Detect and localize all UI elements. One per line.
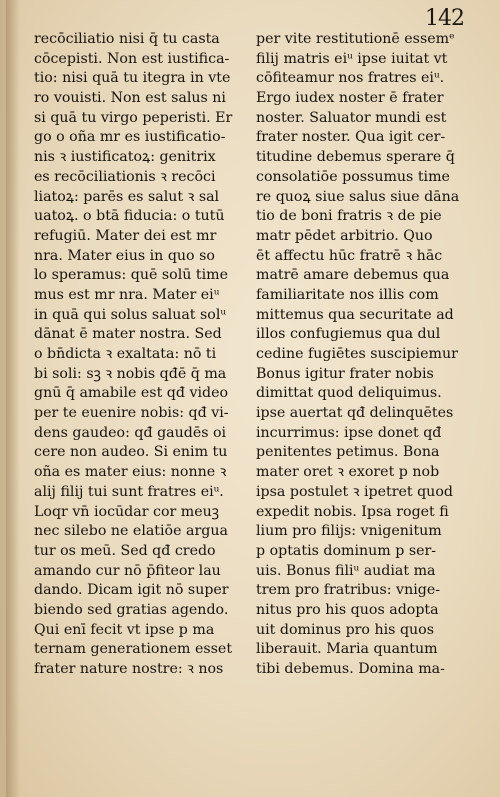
text-line: per te euenire nobis: qđ vi- [34,405,229,422]
text-line: recōciliatio nisi q̄ tu casta [34,31,220,47]
text-line: es recōciliationis ꝛ recōci [34,168,216,185]
text-line: gnū q̄ amabile est qđ video [34,385,229,402]
text-line: cedine fugiētes suscipiemur [256,346,458,362]
text-line: bi soli: sꝫ ꝛ nobis qđē q̄ ma [34,365,227,382]
text-line: cōfiteamur nos fratres eiᵘ. [256,70,445,87]
text-line: trem pro fratribus: vnige- [256,582,441,599]
text-line: titudine debemus sperare q̄ [256,149,455,166]
text-line: per vite restitutionē essemᵉ [256,31,455,47]
text-line: biendo sed gratias agendo. [34,601,229,618]
text-line: frater nature nostre: ꝛ nos [34,661,224,677]
text-line: lium pro filijs: vnigenitum [256,523,442,540]
text-line: re quoꝝ siue salus siue dāna [256,188,460,205]
text-line: tio de boni fratris ꝛ de pie [256,208,442,225]
text-line: Loqr vn̄ iocūdar cor meuꝫ [34,503,220,520]
text-line: amando cur nō p̄fiteor lau [34,562,221,579]
text-line: dens gaudeo: qđ gaudēs oi [34,424,227,441]
text-line: ternam generationem esset [34,641,233,658]
text-line: consolatiōe possumus time [256,168,450,185]
text-line: liatoꝝ: parēs es salut ꝛ sal [34,188,220,205]
text-line: si quā tu virgo peperisti. Er [34,109,233,126]
text-line: mater oret ꝛ exoret p nob [256,464,440,481]
text-line: mittemus qua securitate ad [256,306,454,323]
text-line: nis ꝛ iustificatoꝝ: genitrix [34,149,216,166]
text-line: familiaritate nos illis com [256,286,439,303]
text-line: liberauit. Maria quantum [256,641,438,658]
text-line: penitentes petimus. Bona [256,444,440,461]
text-line: oña es mater eius: nonne ꝛ [34,464,227,481]
text-line: tur os meū. Sed qđ credo [34,542,216,559]
text-line: frater noster. Qua igit cer- [256,129,446,146]
text-line: Qui enī fecit vt ipse p ma [34,621,215,638]
text-line: nitus pro his quos adopta [256,601,439,618]
text-line: ipsa postulet ꝛ ipetret quod [256,483,453,500]
text-line: incurrimus: ipse donet qđ [256,424,442,441]
text-line: noster. Saluator mundi est [256,109,447,126]
text-line: dānat ē mater nostra. Sed [34,326,222,343]
text-line: tibi debemus. Domina ma- [256,661,445,677]
text-line: dimittat quod deliquimus. [256,385,442,402]
text-line: mus est mr nra. Mater eiᵘ [34,286,220,303]
text-line: nec silebo ne elatiōe argua [34,523,228,540]
text-line: uis. Bonus filiᵘ audiat ma [256,562,436,579]
text-line: expedit nobis. Ipsa roget fi [256,503,449,520]
text-line: p optatis dominum p ser- [256,542,437,559]
text-line: Ergo iudex noster ē frater [256,90,444,107]
text-line: ipse auertat qđ delinquētes [256,405,454,422]
text-line: dando. Dicam igit nō super [34,582,229,599]
text-line: cōcepisti. Non est iustifica- [34,50,230,67]
text-line: tio: nisi quā tu itegra in vte [34,70,231,87]
text-column-right [256,30,470,680]
text-column-left [34,30,248,680]
text-line: alij filij tui sunt fratres eiᵘ. [34,483,224,500]
text-line: refugiū. Mater dei est mr [34,227,217,244]
text-line: ēt affectu hūc fratrē ꝛ hāc [256,247,443,264]
text-line: uit dominus pro his quos [256,621,434,638]
gutter-shadow [6,0,20,797]
text-line: illos confugiemus qua dul [256,326,441,343]
text-line: uatoꝝ. o btā fiducia: o tutū [34,208,225,225]
text-line: lo speramus: quē solū time [34,267,228,284]
text-line: cere non audeo. Si enim tu [34,444,228,461]
text-line: go o oña mr es iustificatio- [34,129,226,146]
text-line: o bn̄dicta ꝛ exaltata: nō ti [34,346,217,362]
text-line: filij matris eiᵘ ipse iuitat vt [256,50,448,67]
text-line: in quā qui solus saluat solᵘ [34,306,227,323]
text-line: nra. Mater eius in quo so [34,247,215,264]
page-number: 142 [425,6,464,31]
text-line: matrē amare debemus qua [256,267,450,284]
text-line: ro vouisti. Non est salus ni [34,90,226,107]
text-line: matr pēdet arbitrio. Quo [256,227,433,244]
text-line: Bonus igitur frater nobis [256,365,434,382]
